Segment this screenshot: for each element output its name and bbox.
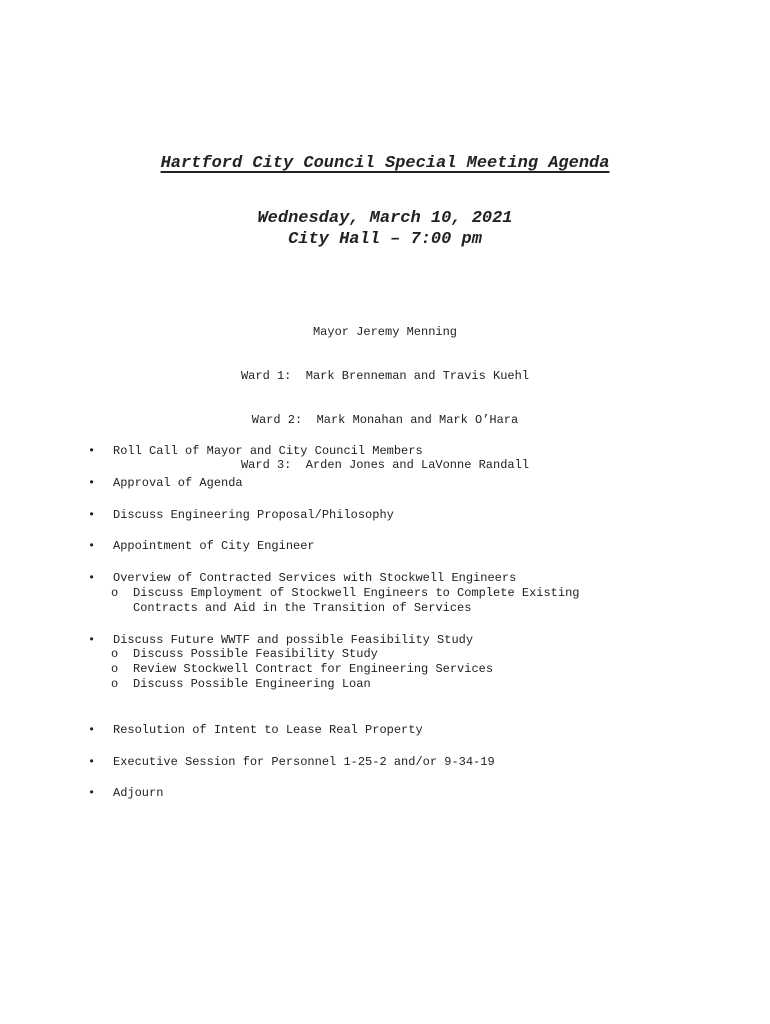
sub-item-label: Discuss Possible Feasibility Study (133, 647, 378, 662)
bullet-icon: • (88, 475, 96, 490)
mayor-line: Mayor Jeremy Menning (312, 324, 458, 339)
meeting-date: Wednesday, March 10, 2021 (257, 209, 513, 228)
agenda-item-label: Executive Session for Personnel 1-25-2 and/or 9-34-19 (113, 754, 495, 769)
sub-item (88, 647, 688, 662)
ward-1-line: Ward 1: Mark Brenneman and Travis Kuehl (240, 368, 530, 383)
ward-3-line: Ward 3: Arden Jones and LaVonne Randall (240, 457, 530, 472)
bullet-icon: • (88, 722, 96, 737)
agenda-item-label: Adjourn (113, 786, 164, 801)
agenda-title (0, 152, 770, 176)
bullet-icon: • (88, 571, 96, 586)
sub-item-label-cont: Contracts and Aid in the Transition of Services (133, 600, 472, 615)
ward-2-line: Ward 2: Mark Monahan and Mark O’Hara (251, 413, 519, 428)
sub-bullet-icon: o (111, 647, 119, 662)
bullet-icon: • (88, 632, 96, 647)
sub-item (88, 677, 688, 692)
agenda-item-lease-resolution (88, 723, 688, 738)
sub-bullet-icon: o (111, 585, 119, 600)
agenda-item-label: Approval of Agenda (113, 475, 243, 490)
bullet-icon: • (88, 754, 96, 769)
agenda-title-text: Hartford City Council Special Meeting Agenda (160, 154, 610, 173)
agenda-item-engineering-proposal (88, 508, 688, 523)
agenda-item-adjourn (88, 786, 688, 801)
agenda-item-label: Overview of Contracted Services with Stockwell Engineers (113, 571, 517, 586)
sub-bullet-icon: o (111, 676, 119, 691)
agenda-item-executive-session (88, 755, 688, 770)
agenda-item-roll-call (88, 444, 688, 459)
meeting-location: City Hall – 7:00 pm (288, 230, 482, 249)
agenda-item-approval (88, 476, 688, 491)
agenda-item-city-engineer (88, 539, 688, 554)
bullet-icon: • (88, 444, 96, 458)
agenda-item-label: Roll Call of Mayor and City Council Members (113, 444, 423, 458)
sub-bullet-icon: o (111, 662, 119, 677)
sub-item (88, 586, 688, 616)
bullet-icon: • (88, 539, 96, 554)
agenda-item-label: Discuss Engineering Proposal/Philosophy (113, 507, 394, 522)
agenda-item-wwtf (88, 633, 688, 692)
agenda-list (88, 444, 688, 801)
bullet-icon: • (88, 786, 96, 801)
agenda-item-label: Resolution of Intent to Lease Real Property (113, 722, 423, 737)
sub-item-label: Discuss Possible Engineering Loan (133, 676, 371, 691)
sub-item-label: Discuss Employment of Stockwell Engineers to Complete Existing (133, 585, 580, 600)
bullet-icon: • (88, 507, 96, 522)
sub-item (88, 662, 688, 677)
agenda-item-label: Discuss Future WWTF and possible Feasibility Study (113, 632, 474, 647)
agenda-item-label: Appointment of City Engineer (113, 539, 315, 554)
agenda-item-contracted-services (88, 571, 688, 615)
sub-item-label: Review Stockwell Contract for Engineering Services (133, 662, 494, 677)
